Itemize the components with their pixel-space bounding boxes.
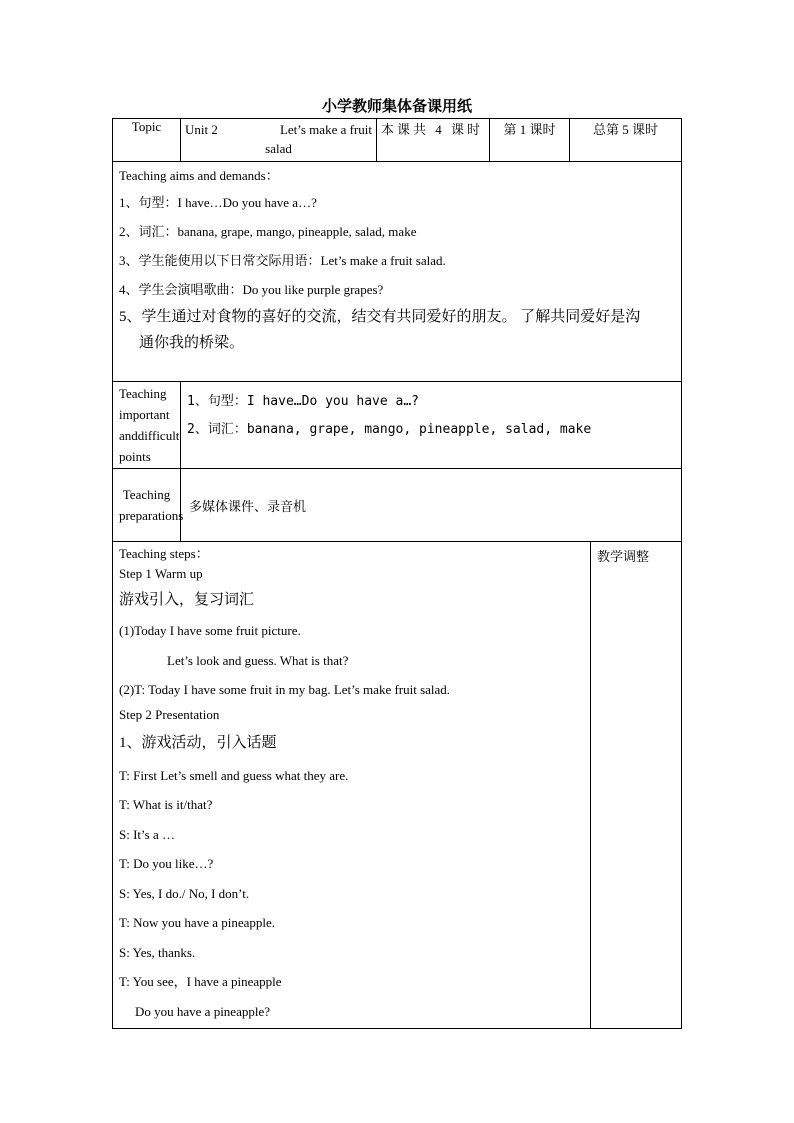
step-title: Step 1 Warm up xyxy=(119,566,203,581)
step-line: Let’s look and guess. What is that? xyxy=(167,652,349,668)
dialog-line: T: What is it/that? xyxy=(119,797,213,812)
aims-heading: Teaching aims and demands： xyxy=(119,168,279,183)
preparations-value: 多媒体课件、录音机 xyxy=(181,469,682,542)
aims-item: 1、句型：I have…Do you have a…? xyxy=(119,195,317,210)
label-line: Teaching xyxy=(119,386,167,401)
dialog-line: T: Now you have a pineapple. xyxy=(119,915,276,930)
preparations-label xyxy=(113,469,184,542)
preparations-row xyxy=(113,469,682,542)
unit-name-line1: Let’s make a fruit xyxy=(279,122,372,137)
teaching-steps xyxy=(113,542,591,1029)
steps-row xyxy=(113,542,682,1029)
steps-heading: Teaching steps： xyxy=(119,546,209,561)
dialog-line: T: Do you like…? xyxy=(119,856,214,871)
dialog-line: S: Yes, I do./ No, I don’t. xyxy=(119,885,250,901)
important-item: 2、词汇：banana, grape, mango, pineapple, salad, make xyxy=(187,422,592,437)
page-title: 小学教师集体备课用纸 xyxy=(321,99,472,115)
important-item: 1、句型：I have…Do you have a…? xyxy=(187,394,420,409)
step-subtitle: 1、游戏活动，引入话题 xyxy=(119,734,277,751)
label-line: important xyxy=(119,407,170,422)
dialog-line: Do you have a pineapple? xyxy=(135,1003,271,1019)
lesson-plan-table xyxy=(112,118,682,1029)
step-line: (2)T: Today I have some fruit in my bag. Let’s make fruit salad. xyxy=(119,682,451,697)
aims-item: 5、学生通过对食物的喜好的交流，结交有共同爱好的朋友。 了解共同爱好是沟 xyxy=(119,309,641,325)
teaching-aims xyxy=(113,162,682,382)
aims-item: 3、学生能使用以下日常交际用语：Let’s make a fruit salad. xyxy=(119,253,446,268)
important-row xyxy=(113,382,682,469)
unit-name-line2: salad xyxy=(265,141,292,156)
dialog-line: S: Yes, thanks. xyxy=(119,944,196,960)
aims-row xyxy=(113,162,682,382)
lesson-number: 第 1 课时 xyxy=(490,119,570,162)
dialog-line: T: First Let’s smell and guess what they are. xyxy=(119,767,349,783)
aims-item: 4、学生会演唱歌曲：Do you like purple grapes? xyxy=(119,282,384,297)
label-line: points xyxy=(119,449,151,464)
aims-item: 2、词汇：banana, grape, mango, pineapple, salad, make xyxy=(119,224,417,239)
unit-title xyxy=(181,119,377,162)
total-number: 总第 5 课时 xyxy=(570,119,682,162)
step-line: (1)Today I have some fruit picture. xyxy=(119,623,301,638)
unit-number: Unit 2 xyxy=(185,122,218,137)
dialog-line: T: You see，I have a pineapple xyxy=(119,974,282,989)
topic-label: Topic xyxy=(113,119,181,162)
important-points xyxy=(181,382,682,469)
header-row xyxy=(113,119,682,162)
label-line: and difficult xyxy=(119,428,180,443)
label-line: preparations xyxy=(119,508,184,523)
step-subtitle: 游戏引入，复习词汇 xyxy=(119,592,255,608)
aims-item-continued: 通你我的桥梁。 xyxy=(139,335,245,351)
total-lessons: 本课共 4 课时 xyxy=(377,119,490,162)
important-label xyxy=(113,382,181,469)
step-title: Step 2 Presentation xyxy=(119,706,220,722)
adjustment-column: 教学调整 xyxy=(591,542,682,1029)
dialog-line: S: It’s a … xyxy=(119,826,175,842)
label-line: Teaching xyxy=(122,487,171,502)
